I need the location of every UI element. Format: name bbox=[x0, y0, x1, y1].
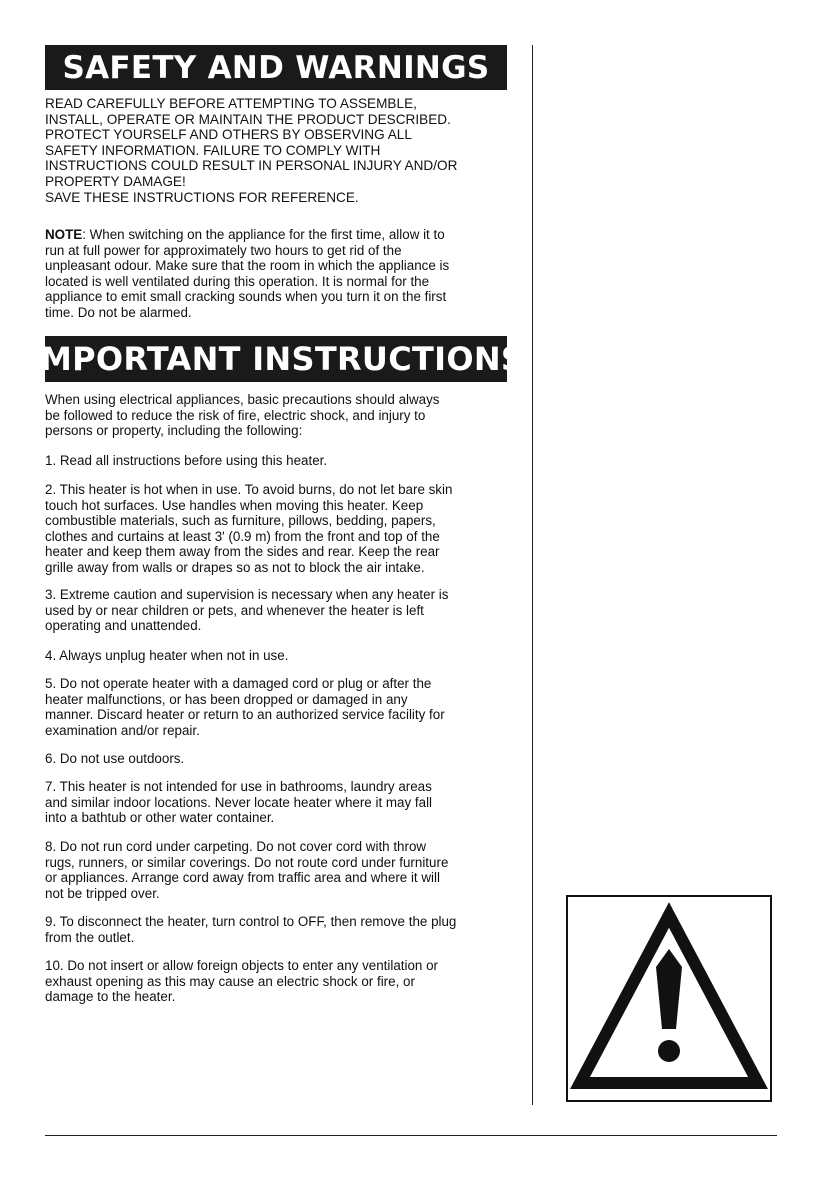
instruction-line: into a bathtub or other water container. bbox=[45, 810, 275, 825]
read-carefully-line: SAVE THESE INSTRUCTIONS FOR REFERENCE. bbox=[45, 189, 359, 205]
instruction-line: examination and/or repair. bbox=[45, 722, 200, 738]
instruction-line: operating and unattended. bbox=[45, 618, 202, 633]
note-line: time. Do not be alarmed. bbox=[45, 304, 192, 320]
note-paragraph bbox=[45, 227, 517, 320]
instruction-line: combustible materials, such as furniture, pillows, bedding, papers, bbox=[45, 513, 436, 528]
read-carefully-line: SAFETY INFORMATION. FAILURE TO COMPLY WITH bbox=[45, 142, 381, 158]
read-carefully-line: INSTALL, OPERATE OR MAINTAIN THE PRODUCT DESCRIBED. bbox=[45, 111, 451, 127]
note-line: unpleasant odour. Make sure that the room in which the appliance is bbox=[45, 258, 450, 273]
instruction-line: heater malfunctions, or has been dropped or damaged in any bbox=[45, 691, 408, 707]
instruction-item-1 bbox=[45, 453, 517, 469]
warning-triangle-icon bbox=[568, 897, 770, 1100]
read-carefully-line: PROTECT YOURSELF AND OTHERS BY OBSERVING ALL bbox=[45, 127, 412, 143]
important-instructions-heading: IMPORTANT INSTRUCTIONS bbox=[45, 336, 507, 382]
instruction-item-8 bbox=[45, 839, 517, 901]
instruction-line: 9. To disconnect the heater, turn control to OFF, then remove the plug bbox=[45, 914, 457, 929]
read-carefully-line: INSTRUCTIONS COULD RESULT IN PERSONAL INJURY AND/OR bbox=[45, 158, 458, 174]
instruction-line: 7. This heater is not intended for use in bathrooms, laundry areas bbox=[45, 779, 432, 794]
instruction-line: heater and keep them away from the sides and rear. Keep the rear bbox=[45, 544, 440, 559]
intro-line: When using electrical appliances, basic precautions should always bbox=[45, 392, 440, 407]
intro-line: persons or property, including the following: bbox=[45, 423, 303, 438]
instruction-item-2 bbox=[45, 482, 517, 575]
intro-line: be followed to reduce the risk of fire, electric shock, and injury to bbox=[45, 407, 426, 423]
note-label: NOTE bbox=[45, 227, 83, 242]
note-line: appliance to emit small cracking sounds when you turn it on the first bbox=[45, 289, 447, 304]
instruction-line: 6. Do not use outdoors. bbox=[45, 751, 185, 766]
note-line: run at full power for approximately two hours to get rid of the bbox=[45, 242, 402, 258]
note-first-line-text: : When switching on the appliance for the first time, allow it to bbox=[82, 227, 445, 242]
instruction-line: 1. Read all instructions before using this heater. bbox=[45, 453, 328, 468]
instruction-item-10 bbox=[45, 958, 517, 1005]
instruction-line: 5. Do not operate heater with a damaged cord or plug or after the bbox=[45, 676, 432, 691]
read-carefully-paragraph bbox=[45, 96, 517, 205]
instruction-item-4 bbox=[45, 648, 517, 664]
instruction-line: from the outlet. bbox=[45, 929, 135, 945]
column-divider bbox=[532, 45, 533, 1105]
instruction-line: 2. This heater is hot when in use. To avoid burns, do not let bare skin bbox=[45, 482, 453, 497]
instruction-item-7 bbox=[45, 779, 517, 826]
instruction-item-5 bbox=[45, 676, 517, 738]
note-line: located is well ventilated during this operation. It is normal for the bbox=[45, 273, 430, 289]
instruction-line: exhaust opening as this may cause an electric shock or fire, or bbox=[45, 973, 415, 989]
safety-and-warnings-heading: SAFETY AND WARNINGS bbox=[45, 45, 507, 90]
instruction-line: 3. Extreme caution and supervision is necessary when any heater is bbox=[45, 587, 449, 602]
instruction-line: grille away from walls or drapes so as not to block the air intake. bbox=[45, 559, 425, 575]
instruction-line: used by or near children or pets, and whenever the heater is left bbox=[45, 602, 424, 618]
warning-symbol-box bbox=[566, 895, 772, 1102]
instruction-line: not be tripped over. bbox=[45, 885, 160, 901]
instruction-line: touch hot surfaces. Use handles when moving this heater. Keep bbox=[45, 497, 424, 513]
instruction-item-9 bbox=[45, 914, 517, 945]
instruction-item-3 bbox=[45, 587, 517, 634]
read-carefully-line: READ CAREFULLY BEFORE ATTEMPTING TO ASSEMBLE, bbox=[45, 96, 417, 111]
note-first-line bbox=[45, 227, 517, 243]
instruction-line: and similar indoor locations. Never locate heater where it may fall bbox=[45, 794, 433, 810]
read-carefully-line: PROPERTY DAMAGE! bbox=[45, 173, 186, 189]
instruction-line: 10. Do not insert or allow foreign objects to enter any ventilation or bbox=[45, 958, 439, 973]
instruction-line: damage to the heater. bbox=[45, 989, 176, 1004]
instruction-line: manner. Discard heater or return to an authorized service facility for bbox=[45, 707, 445, 722]
intro-paragraph bbox=[45, 392, 517, 439]
instruction-line: or appliances. Arrange cord away from traffic area and where it will bbox=[45, 870, 440, 885]
instruction-line: clothes and curtains at least 3' (0.9 m) from the front and top of the bbox=[45, 528, 440, 544]
instruction-line: rugs, runners, or similar coverings. Do not route cord under furniture bbox=[45, 854, 449, 870]
instruction-line: 4. Always unplug heater when not in use. bbox=[45, 648, 289, 663]
instruction-item-6 bbox=[45, 751, 517, 767]
instruction-line: 8. Do not run cord under carpeting. Do not cover cord with throw bbox=[45, 839, 427, 854]
footer-rule bbox=[45, 1135, 777, 1136]
